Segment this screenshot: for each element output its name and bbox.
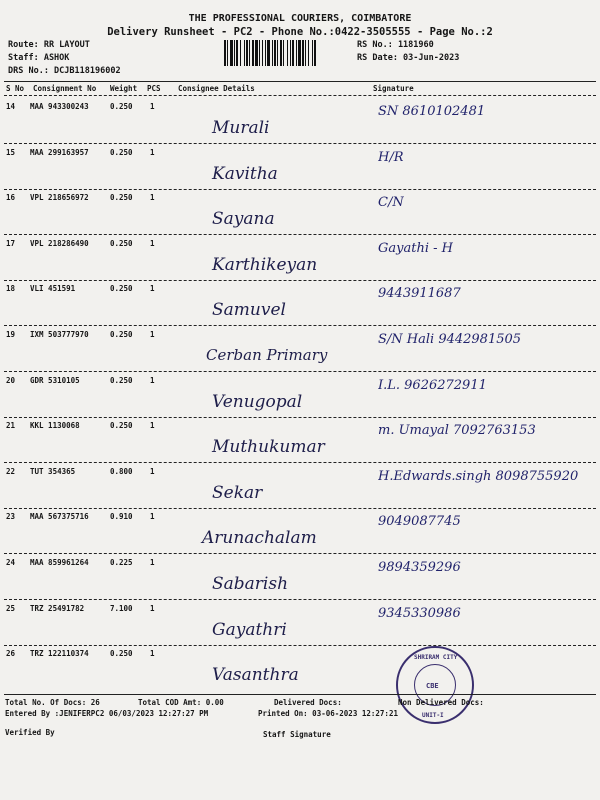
company-stamp (396, 646, 474, 724)
row-sno: 15 (6, 148, 16, 157)
row-sno: 21 (6, 421, 16, 430)
row-sno: 25 (6, 604, 16, 613)
row-divider (4, 234, 596, 235)
row-weight: 7.100 (110, 604, 133, 613)
row-pcs: 1 (150, 102, 155, 111)
rs-date: RS Date: 03-Jun-2023 (357, 53, 460, 63)
row-pcs: 1 (150, 148, 155, 157)
route-label: Route: RR LAYOUT (8, 40, 90, 50)
consignee-handwriting: Arunachalam (202, 528, 317, 548)
row-divider (4, 645, 596, 646)
row-sno: 14 (6, 102, 16, 111)
signature-handwriting: H/R (378, 150, 404, 165)
row-sno: 17 (6, 239, 16, 248)
row-weight: 0.250 (110, 421, 133, 430)
verified-by: Verified By (5, 728, 55, 737)
columns-divider (4, 95, 596, 96)
consignee-handwriting: Venugopal (212, 392, 303, 412)
signature-handwriting: 9345330986 (378, 606, 461, 621)
col-weight: Weight (110, 84, 138, 93)
rs-number: RS No.: 1181960 (357, 40, 434, 50)
col-pcs: PCS (147, 84, 161, 93)
row-weight: 0.250 (110, 102, 133, 111)
row-pcs: 1 (150, 649, 155, 658)
row-weight: 0.250 (110, 239, 133, 248)
signature-handwriting: S/N Hali 9442981505 (378, 332, 522, 347)
row-divider (4, 417, 596, 418)
row-consignment: MAA 859961264 (30, 558, 89, 567)
drs-number: DRS No.: DCJB118196002 (8, 66, 121, 76)
signature-handwriting: 9894359296 (378, 560, 461, 575)
row-weight: 0.250 (110, 284, 133, 293)
signature-handwriting: 9049087745 (378, 514, 461, 529)
signature-handwriting: C/N (378, 195, 404, 210)
row-sno: 22 (6, 467, 16, 476)
header-divider (4, 81, 596, 82)
signature-handwriting: H.Edwards.singh 8098755920 (378, 469, 579, 484)
consignee-handwriting: Kavitha (212, 164, 278, 184)
row-consignment: TUT 354365 (30, 467, 76, 476)
row-divider (4, 553, 596, 554)
barcode (224, 40, 354, 66)
row-pcs: 1 (150, 512, 155, 521)
stamp-bottom-text: UNIT-I (422, 712, 444, 719)
row-sno: 19 (6, 330, 16, 339)
row-consignment: MAA 567375716 (30, 512, 89, 521)
row-sno: 18 (6, 284, 16, 293)
consignee-handwriting: Murali (212, 118, 270, 138)
row-weight: 0.225 (110, 558, 133, 567)
row-weight: 0.250 (110, 376, 133, 385)
row-sno: 23 (6, 512, 16, 521)
row-pcs: 1 (150, 330, 155, 339)
row-sno: 24 (6, 558, 16, 567)
delivered-docs: Delivered Docs: (274, 698, 342, 707)
stamp-center-text: CBE (426, 682, 439, 690)
consignee-handwriting: Sayana (212, 209, 275, 229)
row-weight: 0.250 (110, 148, 133, 157)
row-consignment: KKL 1130068 (30, 421, 80, 430)
col-signature: Signature (373, 84, 414, 93)
row-consignment: TRZ 25491782 (30, 604, 85, 613)
row-consignment: MAA 299163957 (30, 148, 89, 157)
row-consignment: VPL 218656972 (30, 193, 89, 202)
col-consignee: Consignee Details (178, 84, 255, 93)
row-divider (4, 189, 596, 190)
row-divider (4, 599, 596, 600)
row-weight: 0.800 (110, 467, 133, 476)
stamp-top-text: SHRIRAM CITY (414, 654, 458, 661)
row-sno: 26 (6, 649, 16, 658)
consignee-handwriting: Muthukumar (212, 437, 325, 457)
total-docs: Total No. Of Docs: 26 (5, 698, 100, 707)
row-divider (4, 325, 596, 326)
signature-handwriting: 9443911687 (378, 286, 461, 301)
entered-by: Entered By :JENIFERPC2 06/03/2023 12:27:27 PM (5, 709, 209, 718)
row-pcs: 1 (150, 193, 155, 202)
row-pcs: 1 (150, 558, 155, 567)
col-consignment: Consignment No (33, 84, 97, 93)
row-divider (4, 371, 596, 372)
row-pcs: 1 (150, 421, 155, 430)
consignee-handwriting: Gayathri (212, 620, 287, 640)
signature-handwriting: I.L. 9626272911 (378, 378, 487, 393)
row-divider (4, 508, 596, 509)
footer-divider (4, 694, 596, 695)
non-delivered-docs: Non Delivered Docs: (398, 698, 484, 707)
row-pcs: 1 (150, 284, 155, 293)
signature-handwriting: Gayathi - H (378, 241, 453, 256)
row-consignment: VPL 218286490 (30, 239, 89, 248)
row-consignment: VLI 451591 (30, 284, 76, 293)
row-divider (4, 462, 596, 463)
row-consignment: IXM 503777970 (30, 330, 89, 339)
row-pcs: 1 (150, 239, 155, 248)
row-divider (4, 280, 596, 281)
row-divider (4, 143, 596, 144)
staff-signature-label: Staff Signature (263, 730, 331, 739)
consignee-handwriting: Sabarish (212, 574, 289, 594)
company-title: THE PROFESSIONAL COURIERS, COIMBATORE (188, 13, 412, 24)
row-weight: 0.250 (110, 330, 133, 339)
printed-on: Printed On: 03-06-2023 12:27:21 (258, 709, 398, 718)
row-weight: 0.250 (110, 649, 133, 658)
col-sno: S No (6, 84, 25, 93)
row-pcs: 1 (150, 376, 155, 385)
consignee-handwriting: Sekar (212, 483, 263, 503)
row-consignment: MAA 943300243 (30, 102, 89, 111)
row-weight: 0.250 (110, 193, 133, 202)
row-weight: 0.910 (110, 512, 133, 521)
row-consignment: TRZ 122110374 (30, 649, 89, 658)
consignee-handwriting: Vasanthra (212, 665, 299, 685)
signature-handwriting: m. Umayal 7092763153 (378, 423, 536, 438)
sheet-title: Delivery Runsheet - PC2 - Phone No.:0422-3505555 - Page No.:2 (107, 26, 493, 38)
row-pcs: 1 (150, 604, 155, 613)
row-pcs: 1 (150, 467, 155, 476)
staff-label: Staff: ASHOK (8, 53, 70, 63)
row-sno: 16 (6, 193, 16, 202)
total-cod: Total COD Amt: 0.00 (138, 698, 224, 707)
consignee-handwriting: Cerban Primary (206, 346, 328, 364)
consignee-handwriting: Samuvel (212, 300, 286, 320)
signature-handwriting: SN 8610102481 (378, 104, 486, 119)
row-sno: 20 (6, 376, 16, 385)
consignee-handwriting: Karthikeyan (212, 255, 318, 275)
row-consignment: GDR 5310105 (30, 376, 80, 385)
